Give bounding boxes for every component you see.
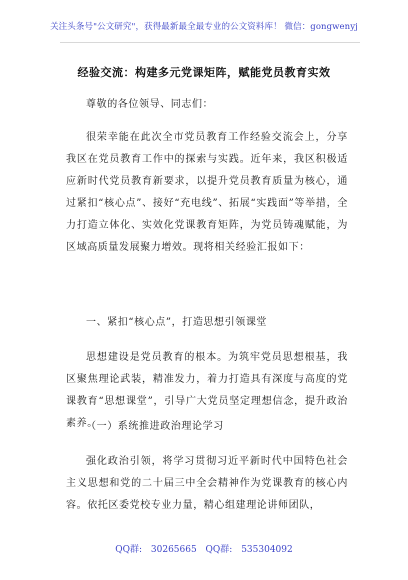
paragraph-subsection-1: 强化政治引领，将学习贯彻习近平新时代中国特色社会主义思想和党的二十届三中全会精神作为党课教育的核心内容。依托区委党校专业力量，精心组建理论讲师团队，: [66, 456, 348, 511]
salutation: 尊敬的各位领导、同志们：: [86, 99, 214, 110]
subsection-heading-1: （一）系统推进政治理论学习: [86, 421, 224, 432]
paragraph-intro: 很荣幸能在此次全市党员教育工作经验交流会上，分享我区在党员教育工作中的探索与实践。近年来，我区积极适应新时代党员教育新要求，以提升党员教育质量为核心，通过紧扣“核心点”、接好“充电线”、拓展“实践面”等举措，全力打造立体化、实效化党课教育矩阵，为党员铸魂赋能，为区域高质量发展聚力增效。现将相关经验汇报如下：: [66, 132, 348, 253]
header-promo-note: 关注头条号"公文研究"，获得最新最全最专业的公文资料库！ 微信：gongwenyj: [50, 22, 358, 32]
document-title: 经验交流：构建多元党课矩阵，赋能党员教育实效: [77, 66, 331, 79]
header-divider: [60, 42, 360, 43]
footer-qq-groups: QQ群: 30265665 QQ群: 535304092: [115, 545, 293, 555]
paragraph-section-1: 思想建设是党员教育的根本。为筑牢党员思想根基，我区聚焦理论武装，精准发力，着力打造具有深度与高度的党课教育“思想课堂”，引导广大党员坚定理想信念，提升政治素养。: [66, 352, 348, 429]
section-heading-1: 一、紧扣“核心点”，打造思想引领课堂: [86, 317, 268, 328]
